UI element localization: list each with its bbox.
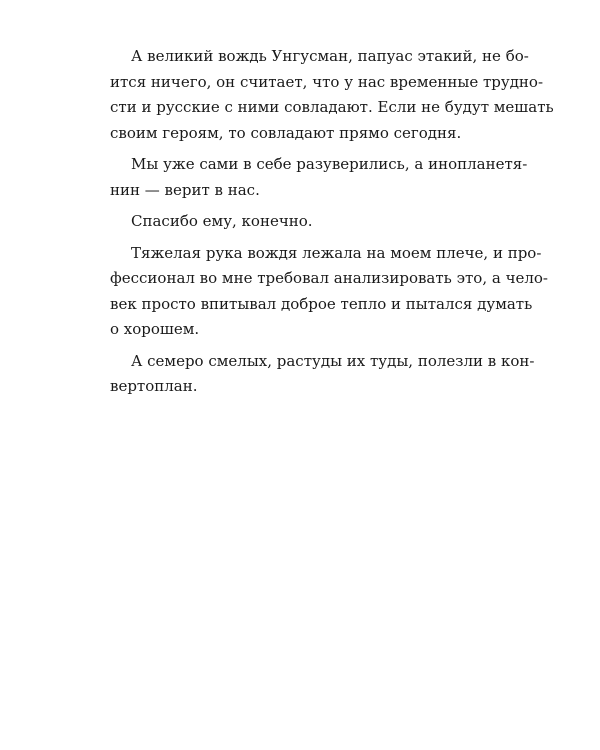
body-text bbox=[110, 44, 554, 400]
text-line: Спасибо ему, конечно. bbox=[131, 212, 313, 230]
text-line: Мы уже сами в себе разуверились, а инопланетя- bbox=[131, 155, 528, 173]
paragraph bbox=[110, 44, 554, 146]
paragraph bbox=[110, 209, 500, 235]
text-line: век просто впитывал доброе тепло и пытался думать bbox=[110, 294, 533, 313]
text-line: своим героям, то совладают прямо сегодня. bbox=[110, 123, 462, 142]
paragraph bbox=[110, 241, 549, 343]
text-line: о хорошем. bbox=[110, 320, 200, 338]
paragraph bbox=[110, 152, 528, 203]
text-line: А семеро смелых, растуды их туды, полезли в кон- bbox=[131, 351, 535, 370]
paragraph bbox=[110, 349, 535, 400]
text-line: сти и русские с ними совладают. Если не будут мешать bbox=[110, 98, 554, 116]
text-line: фессионал во мне требовал анализировать это, а чело- bbox=[110, 269, 549, 287]
text-line: вертоплан. bbox=[110, 377, 198, 395]
text-line: А великий вождь Унгусман, папуас этакий, не бо- bbox=[131, 47, 529, 65]
text-line: нин — верит в нас. bbox=[110, 180, 260, 199]
text-line: ится ничего, он считает, что у нас временные трудно- bbox=[110, 72, 544, 91]
text-line: Тяжелая рука вождя лежала на моем плече, и про- bbox=[131, 243, 542, 262]
